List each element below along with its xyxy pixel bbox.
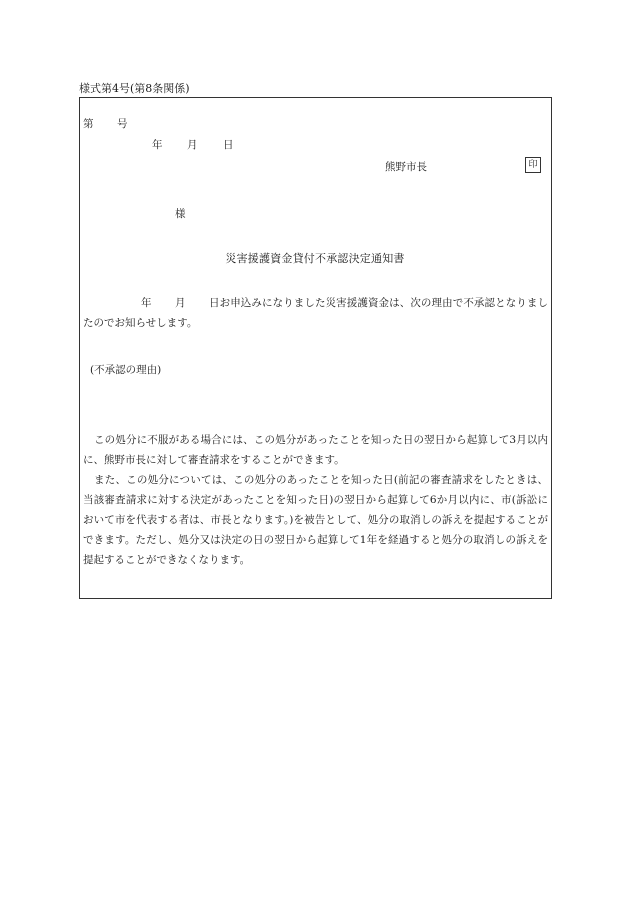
reason-label: (不承認の理由) <box>90 364 162 376</box>
addressee-suffix: 様 <box>175 208 186 220</box>
date-year: 年 <box>152 139 163 151</box>
application-year: 年 <box>141 297 152 309</box>
intro-paragraph: 日お申込みになりました災害援護資金は、次の理由で不承認となりましたのでお知らせします。 <box>83 297 548 329</box>
issuer-mayor: 熊野市長 <box>385 161 427 173</box>
form-number-label: 様式第4号(第8条関係) <box>79 82 190 95</box>
document-title: 災害援護資金貸付不承認決定通知書 <box>225 252 405 265</box>
document-number-prefix: 第 <box>83 118 94 130</box>
date-day: 日 <box>223 139 234 151</box>
date-month: 月 <box>187 139 198 151</box>
lawsuit-notice-paragraph: また、この処分については、この処分のあったことを知った日(前記の審査請求をしたときは、当該審査請求に対する決定があったことを知った日)の翌日から起算して6か月以内に、市(訴訟において市を代表する者は、市長となります。)を被告として、処分の取消しの訴えを提起することができます。ただし、処分又は決定の日の翌日から起算して1年を経過すると処分の取消しの訴えを提起することができなくなります。 <box>83 474 548 566</box>
document-number-suffix: 号 <box>117 118 128 130</box>
appeal-notice-paragraph: この処分に不服がある場合には、この処分があったことを知った日の翌日から起算して3月以内に、熊野市長に対して審査請求をすることができます。 <box>83 434 548 466</box>
seal-mark: 印 <box>525 157 541 173</box>
application-month: 月 <box>175 297 186 309</box>
